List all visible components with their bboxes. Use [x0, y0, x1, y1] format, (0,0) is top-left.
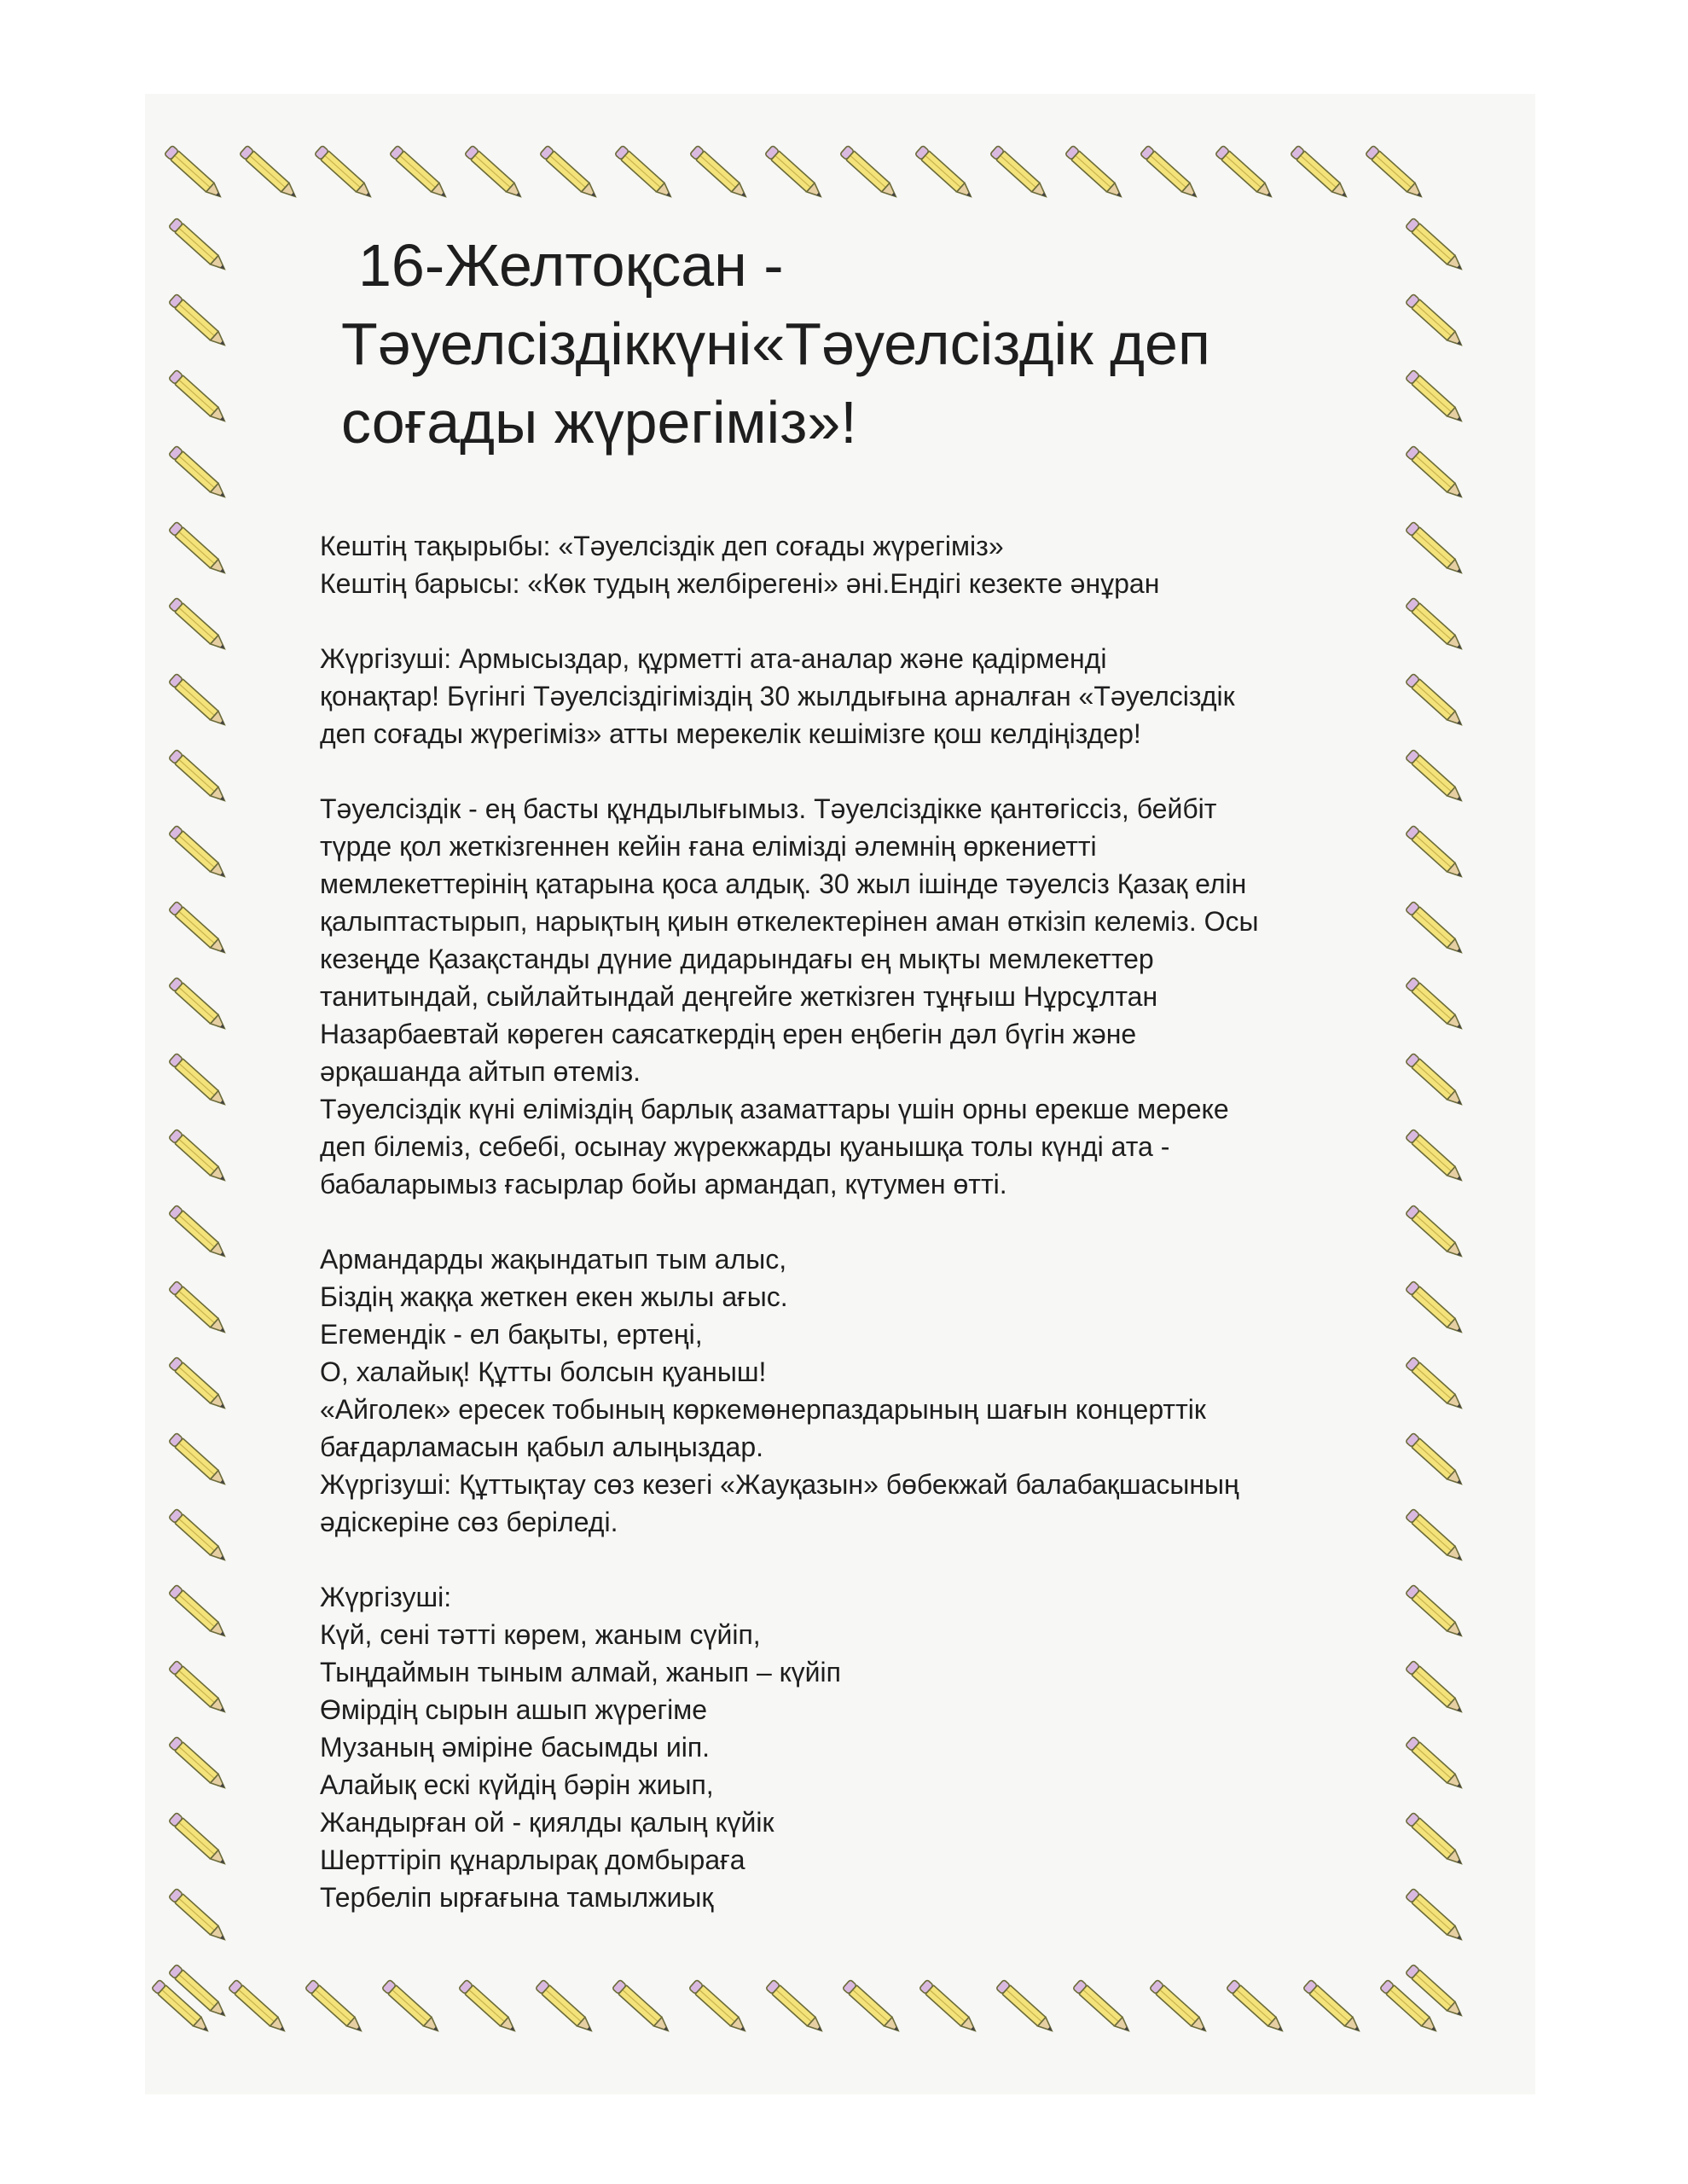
text-line: «Айголек» ересек тобының көркемөнерпаздарының шағын концерттік — [320, 1394, 1206, 1425]
text-line: Жүргізуші: Армысыздар, құрметті ата-аналар және қадірменді — [320, 643, 1107, 674]
text-line: Назарбаевтай көреген саясаткердің ерен еңбегін дәл бүгін және — [320, 1019, 1137, 1049]
text-line: Күй, сені тәтті көрем, жаным сүйіп, — [320, 1619, 761, 1650]
text-line: Біздің жаққа жеткен екен жылы ағыс. — [320, 1281, 788, 1312]
text-line: бабаларымыз ғасырлар бойы армандап, күтумен өтті. — [320, 1169, 1007, 1199]
text-line: Өмірдің сырын ашып жүрегіме — [320, 1694, 708, 1725]
text-line: Армандарды жақындатып тым алыс, — [320, 1244, 787, 1275]
text-line: Жандырған ой - қиялды қалың күйік — [320, 1807, 774, 1838]
text-line: Тәуелсіздік күні еліміздің барлық азаматтары үшін орны ерекше мереке — [320, 1094, 1229, 1124]
document-body — [320, 527, 1429, 1916]
text-line: Жүргізуші: Құттықтау сөз кезегі «Жауқазын» бөбекжай балабақшасының — [320, 1469, 1239, 1500]
paragraph — [320, 1578, 1429, 1916]
title-line: 16-Желтоқсан - — [358, 232, 784, 299]
text-line: Егемендік - ел бақыты, ертеңі, — [320, 1319, 703, 1350]
text-line: танитындай, сыйлайтындай деңгейге жеткізген тұңғыш Нұрсұлтан — [320, 981, 1158, 1012]
text-line: Алайық ескі күйдің бәрін жиып, — [320, 1769, 714, 1800]
text-line: О, халайық! Құтты болсын қуаныш! — [320, 1356, 767, 1387]
text-line: Музаның әміріне басымды иіп. — [320, 1732, 711, 1763]
text-line: Тербеліп ырғағына тамылжиық — [320, 1882, 714, 1913]
paragraph — [320, 527, 1429, 602]
text-line: түрде қол жеткізгеннен кейін ғана елімізді әлемнің өркениетті — [320, 831, 1097, 862]
text-line: Тәуелсіздік - ең басты құндылығымыз. Тәуелсіздікке қантөгіссіз, бейбіт — [320, 793, 1217, 824]
text-line: деп білеміз, себебі, осынау жүрекжарды қуанышқа толы күнді ата - — [320, 1131, 1170, 1162]
paragraph — [320, 1240, 1429, 1541]
paragraph — [320, 640, 1429, 752]
text-line: деп соғады жүрегіміз» атты мерекелік кешімізге қош келдіңіздер! — [320, 718, 1141, 749]
text-line: Тыңдаймын тыным алмай, жанып – күйіп — [320, 1657, 841, 1687]
text-line: мемлекеттерінің қатарына қоса алдық. 30 жыл ішінде тәуелсіз Қазақ елін — [320, 868, 1247, 899]
text-line: әдіскеріне сөз беріледі. — [320, 1507, 618, 1537]
text-line: Кештің барысы: «Көк тудың желбірегені» әні.Ендігі кезекте әнұран — [320, 568, 1160, 599]
text-line: қалыптастырып, нарықтың қиын өткелектерінен аман өткізіп келеміз. Осы — [320, 906, 1259, 937]
text-line: қонақтар! Бүгінгі Тәуелсіздігіміздің 30 жылдығына арналған «Тәуелсіздік — [320, 681, 1235, 712]
page-title — [341, 226, 1407, 462]
title-line: Тәуелсіздіккүні«Тәуелсіздік деп — [341, 311, 1210, 377]
text-line: кезеңде Қазақстанды дүние дидарындағы ең мықты мемлекеттер — [320, 944, 1154, 974]
text-line: Шерттіріп құнарлырақ домбыраға — [320, 1844, 745, 1875]
text-line: Жүргізуші: — [320, 1582, 452, 1612]
text-line: Кештің тақырыбы: «Тәуелсіздік деп соғады жүрегіміз» — [320, 531, 1004, 561]
text-line: әрқашанда айтып өтеміз. — [320, 1056, 641, 1087]
paragraph — [320, 790, 1429, 1203]
text-line: бағдарламасын қабыл алыңыздар. — [320, 1432, 764, 1462]
title-line: соғады жүрегіміз»! — [341, 389, 857, 456]
